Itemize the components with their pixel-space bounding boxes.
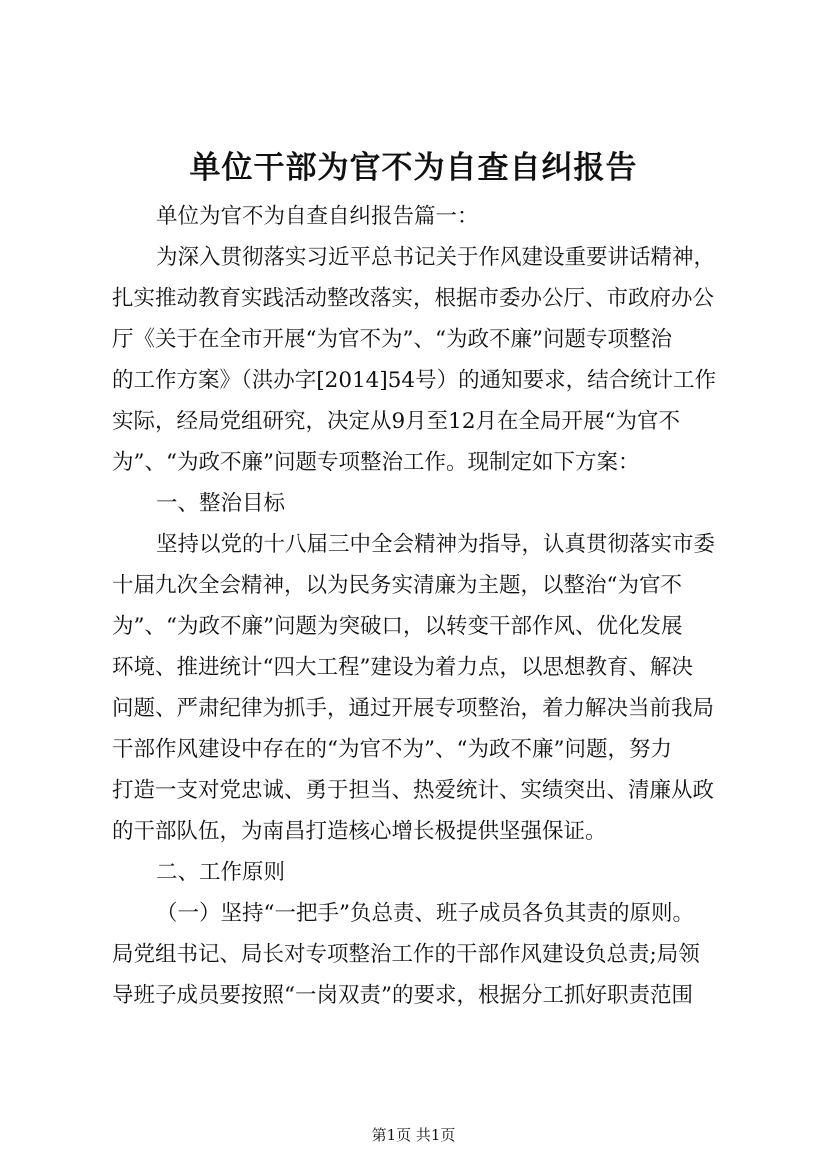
document-body — [112, 196, 736, 1016]
paragraph-line: 问题、严肃纪律为抓手，通过开展专项整治，着力解决当前我局 — [112, 696, 715, 721]
paragraph-line: 为”、“为政不廉”问题专项整治工作。现制定如下方案： — [112, 450, 640, 475]
section-heading: 二、工作原则 — [156, 860, 286, 885]
paragraph-line: 为深入贯彻落实习近平总书记关于作风建设重要讲话精神， — [156, 245, 716, 270]
section-heading: 单位为官不为自查自纠报告篇一： — [156, 204, 479, 229]
paragraph-line: 局党组书记、局长对专项整治工作的干部作风建设负总责;局领 — [112, 942, 700, 967]
paragraph-line: 十届九次全会精神，以为民务实清廉为主题，以整治“为官不 — [112, 573, 682, 598]
paragraph-line: （一）坚持“一把手”负总责、班子成员各负其责的原则。 — [156, 901, 694, 926]
paragraph-line: 的工作方案》（洪办字[2014]54号）的通知要求，结合统计工作 — [112, 368, 717, 393]
paragraph-line: 打造一支对党忠诚、勇于担当、热爱统计、实绩突出、清廉从政 — [112, 778, 715, 803]
paragraph-line: 实际，经局党组研究，决定从9月至12月在全局开展“为官不 — [112, 409, 681, 434]
paragraph-line: 的干部队伍，为南昌打造核心增长极提供坚强保证。 — [112, 819, 607, 844]
paragraph-line: 环境、推进统计“四大工程”建设为着力点，以思想教育、解决 — [112, 655, 693, 680]
paragraph-line: 干部作风建设中存在的“为官不为”、“为政不廉”问题，努力 — [112, 737, 672, 762]
paragraph-line: 扎实推动教育实践活动整改落实，根据市委办公厅、市政府办公 — [112, 286, 715, 311]
paragraph-line: 导班子成员要按照“一岗双责”的要求，根据分工抓好职责范围 — [112, 983, 693, 1008]
document-title: 单位干部为官不为自查自纠报告 — [189, 150, 638, 186]
section-heading: 一、整治目标 — [156, 491, 286, 516]
paragraph-line: 厅《关于在全市开展“为官不为”、“为政不廉”问题专项整治 — [112, 327, 672, 352]
paragraph-line: 为”、“为政不廉”问题为突破口，以转变干部作风、优化发展 — [112, 614, 683, 639]
paragraph-line: 坚持以党的十八届三中全会精神为指导，认真贯彻落实市委 — [156, 532, 716, 557]
page-number-footer: 第1页 共1页 — [371, 1126, 456, 1144]
